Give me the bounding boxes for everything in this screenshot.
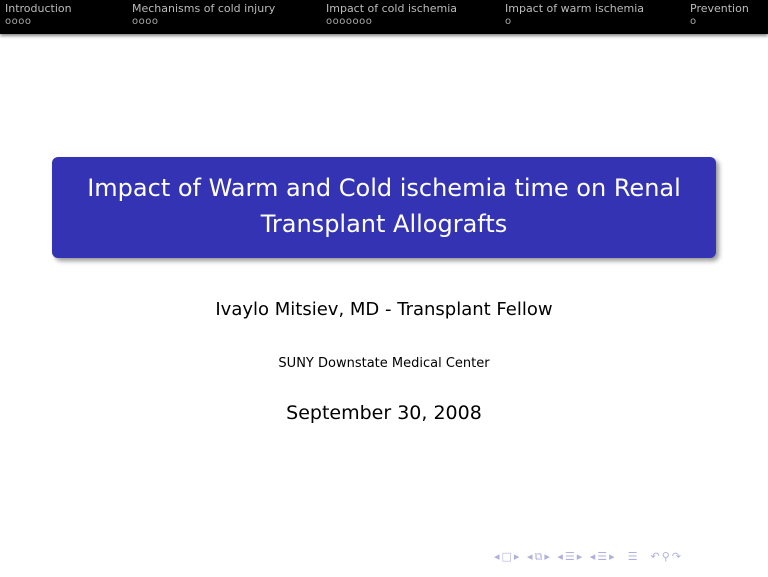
nav-section-mechanisms[interactable] [132, 2, 275, 28]
title-box [52, 157, 716, 258]
section-label: Mechanisms of cold injury [132, 2, 276, 15]
section-label: Introduction [5, 2, 72, 15]
section-label: Impact of cold ischemia [326, 2, 458, 15]
slide-dots[interactable]: oooo [132, 16, 159, 27]
institute: SUNY Downstate Medical Center [278, 356, 490, 371]
author: Ivaylo Mitsiev, MD - Transplant Fellow [215, 299, 553, 320]
section-label: Impact of warm ischemia [505, 2, 645, 15]
frame-prev-next-icon[interactable]: ◂□▸ [494, 550, 522, 563]
search-back-forward-icon[interactable]: ↶⚲↷ [650, 550, 684, 563]
slide-dots[interactable]: ooooooo [326, 16, 373, 27]
nav-section-cold-ischemia[interactable] [326, 2, 457, 28]
title-line-2: Transplant Allografts [260, 210, 508, 238]
section-navigation-bar [0, 0, 768, 34]
appendix-icon[interactable]: ☰ [622, 550, 646, 563]
title-line-1: Impact of Warm and Cold ischemia time on Renal [87, 174, 681, 202]
slide-dots[interactable]: o [690, 16, 697, 27]
date: September 30, 2008 [286, 402, 482, 424]
section-label: Prevention [690, 2, 749, 15]
nav-section-warm-ischemia[interactable] [505, 2, 644, 28]
section-prev-next-icon[interactable]: ◂☰▸ [557, 550, 585, 563]
nav-section-introduction[interactable] [5, 2, 72, 28]
nav-section-prevention[interactable] [690, 2, 749, 28]
beamer-navigation-symbols [494, 550, 683, 564]
subsection-prev-next-icon[interactable]: ◂⧉▸ [526, 550, 552, 563]
slide-dots[interactable]: oooo [5, 16, 32, 27]
slide-dots[interactable]: o [505, 16, 512, 27]
document-prev-next-icon[interactable]: ◂☰▸ [589, 550, 617, 563]
